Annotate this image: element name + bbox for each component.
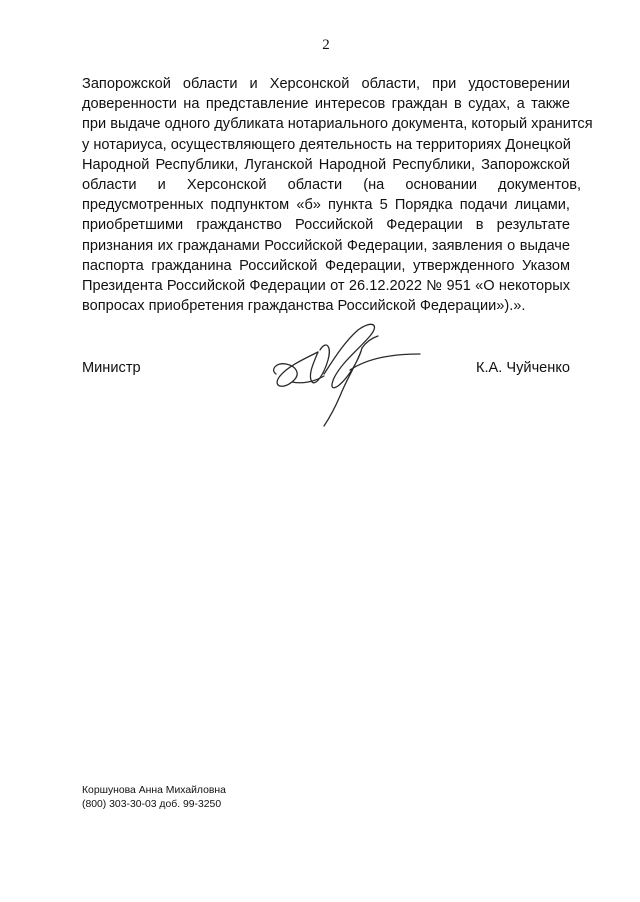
body-line: области и Херсонской области (на основании документов, [82, 177, 582, 194]
signatory-name: К.А. Чуйченко [476, 360, 571, 376]
page-number: 2 [322, 37, 330, 53]
body-line: паспорта гражданина Российской Федерации, утвержденного Указом [82, 257, 570, 274]
body-line: предусмотренных подпунктом «б» пункта 5 Порядка подачи лицами, [82, 197, 570, 214]
body-line: вопросах приобретения гражданства Российской Федерации»).». [82, 298, 526, 315]
body-line: Народной Республики, Луганской Народной Республики, Запорожской [82, 156, 570, 173]
signatory-title: Министр [82, 360, 141, 376]
body-line: Президента Российской Федерации от 26.12.2022 № 951 «О некоторых [82, 278, 570, 295]
body-line: Запорожской области и Херсонской области, при удостоверении [82, 76, 570, 92]
contact-block [82, 784, 226, 811]
body-line: при выдаче одного дубликата нотариального документа, который хранится [82, 116, 593, 133]
body-paragraph [82, 74, 593, 316]
body-line: у нотариуса, осуществляющего деятельность на территориях Донецкой [82, 136, 571, 153]
contact-phone: (800) 303-30-03 доб. 99-3250 [82, 798, 222, 810]
contact-person: Коршунова Анна Михайловна [82, 785, 226, 796]
body-line: приобретшими гражданство Российской Федерации в результате [82, 217, 570, 234]
body-line: признания их гражданами Российской Федерации, заявления о выдаче [82, 237, 570, 254]
signature-image [262, 312, 422, 427]
body-line: доверенности на представление интересов граждан в судах, а также [82, 96, 570, 113]
